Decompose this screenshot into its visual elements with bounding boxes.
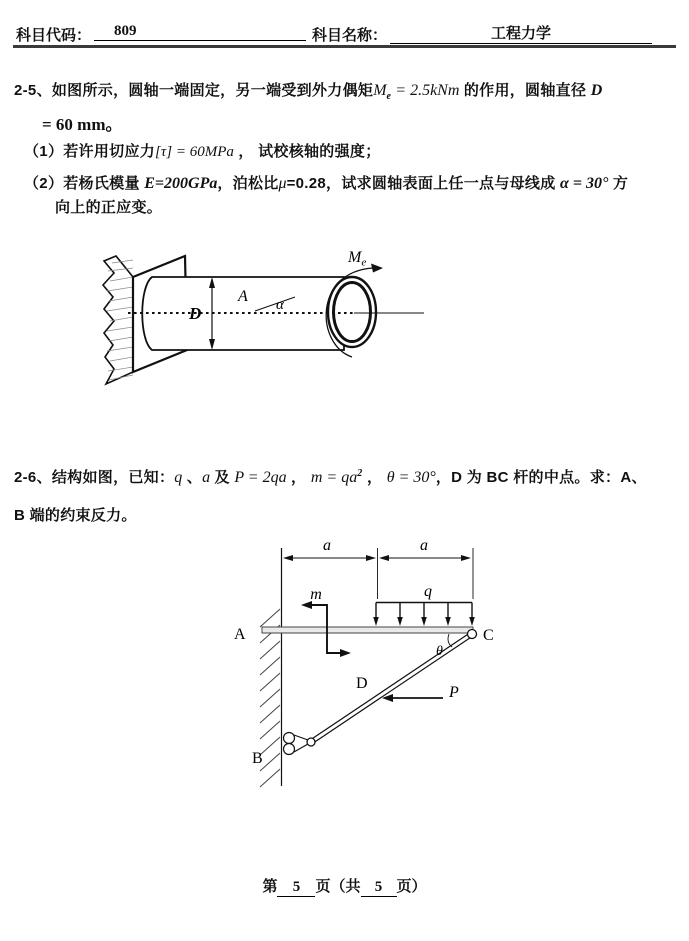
diameter-label: D bbox=[189, 304, 202, 323]
total-pages: 5 bbox=[361, 879, 397, 897]
support-a-label: A bbox=[234, 626, 246, 643]
beam-ac bbox=[262, 627, 473, 633]
subject-name-label: 科目名称： bbox=[312, 27, 388, 44]
footer-suffix: 页） bbox=[396, 878, 427, 895]
alpha-label: α bbox=[276, 297, 284, 313]
subject-code-field bbox=[94, 22, 306, 41]
force-p-label: P bbox=[449, 684, 459, 701]
wall-support bbox=[260, 548, 282, 787]
point-d-label: D bbox=[356, 675, 368, 692]
frame-figure bbox=[230, 535, 522, 793]
joint-c-label: C bbox=[483, 627, 494, 644]
problem-2-6-line2: B 端的约束反力。 bbox=[14, 507, 137, 524]
roller-support-b bbox=[284, 733, 316, 755]
subject-code-value: 809 bbox=[94, 23, 306, 41]
header-divider bbox=[13, 45, 676, 48]
theta-label: θ bbox=[436, 644, 443, 659]
subject-name-value: 工程力学 bbox=[390, 22, 652, 44]
problem-2-5-item1: （1）若许用切应力[τ] = 60MPa ， 试校核轴的强度； bbox=[24, 143, 381, 160]
dim-a-right-label: a bbox=[420, 537, 428, 554]
page-footer bbox=[0, 875, 689, 897]
pin-c bbox=[468, 630, 477, 639]
load-q-label: q bbox=[424, 583, 432, 600]
force-p-arrow bbox=[382, 694, 443, 702]
distributed-load bbox=[373, 603, 475, 627]
problem-2-6-line1: 2-6、结构如图，已知：q 、a 及 P = 2qa ， $m = qa^2$ ， θ = 30°，D 为 BC 杆的中点。求：A、 bbox=[14, 468, 647, 486]
support-b-label: B bbox=[252, 750, 263, 767]
problem-2-5-line2: = 60 mm。 bbox=[42, 115, 123, 134]
shaft-figure bbox=[92, 243, 432, 395]
problem-2-5-item2: （2）若杨氏模量 E=200GPa，泊松比μ=0.28，试求圆轴表面上任一点与母线成 α = 30° 方 bbox=[24, 175, 629, 192]
torque-label: $M_e$ bbox=[348, 249, 367, 269]
dim-a-left-label: a bbox=[323, 537, 331, 554]
couple-m-label: m bbox=[310, 586, 322, 603]
problem-2-5-item2-cont: 向上的正应变。 bbox=[55, 199, 163, 216]
page-number: 5 bbox=[277, 879, 315, 897]
subject-name-field bbox=[390, 22, 652, 44]
subject-code-label: 科目代码： bbox=[16, 27, 92, 44]
problem-2-5-line1: 2-5、如图所示，圆轴一端固定，另一端受到外力偶矩$M_e = 2.5kNm$ 的作用，圆轴直径 D bbox=[14, 82, 603, 102]
bar-bc bbox=[311, 634, 472, 742]
footer-prefix: 第 bbox=[262, 878, 278, 895]
point-a-label: A bbox=[238, 288, 248, 305]
footer-middle: 页（共 bbox=[315, 878, 361, 895]
